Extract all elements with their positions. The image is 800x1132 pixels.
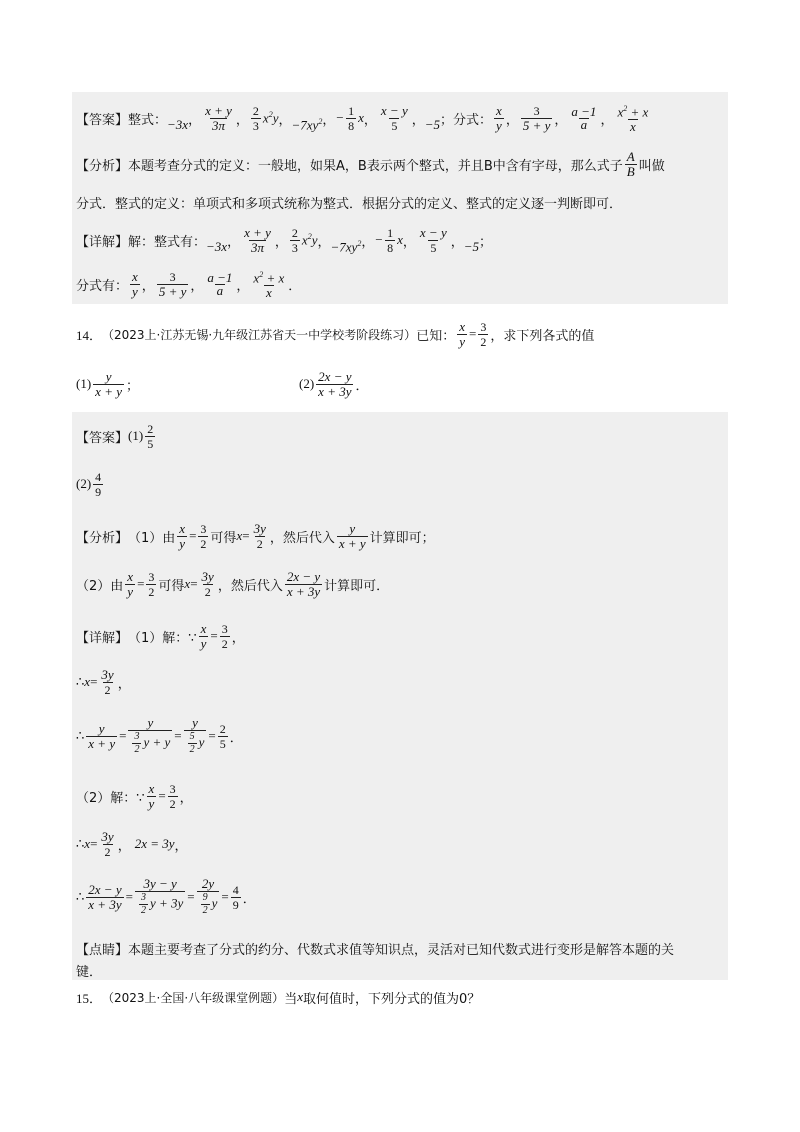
expr-frac: $\frac{x^2 + x}{x}$ bbox=[253, 269, 285, 301]
analysis-text: 可得 bbox=[210, 530, 237, 546]
expr-frac: $\frac{2}{5}$ bbox=[219, 721, 226, 751]
detail-text: 解：整式有： bbox=[128, 234, 207, 250]
expr-frac: $\frac{a -1}{a}$ bbox=[207, 269, 233, 298]
expr-frac: $\frac{3y}{2}$ bbox=[101, 666, 114, 697]
expr-frac: $\frac{3}{2}$ bbox=[221, 621, 228, 651]
expr-frac: 2y $\frac{9}{2}$ y bbox=[197, 877, 220, 917]
expr-frac: $\frac{3}{2}$ bbox=[148, 569, 155, 599]
expr-frac: 3y − y $\frac{3}{2}$ y + 3y bbox=[135, 877, 185, 917]
answer1-prefix: (1) bbox=[128, 428, 144, 443]
question-stem: 已知： bbox=[416, 328, 456, 344]
analysis-text: （1）由 bbox=[128, 530, 176, 546]
expr-frac: $\frac{x + y}{3\pi}$ bbox=[205, 102, 232, 133]
therefore-sign: ∴ bbox=[76, 674, 85, 690]
fraction-have-label: 分式有： bbox=[76, 278, 129, 294]
answer-label: 【答案】 bbox=[76, 430, 129, 446]
therefore-sign: ∴ bbox=[76, 836, 85, 852]
expr-frac: $\frac{x}{y}$ bbox=[179, 520, 186, 551]
question-stem: 当 bbox=[284, 991, 298, 1007]
expr-frac: $\frac{x}{y}$ bbox=[496, 102, 502, 133]
q14-detail-2c: ∴ $\frac{2x - y}{x + 3y}$ = 3y − y $\frac{3}{2}$ y + 3y = 2y $\frac{9}{2}$ y = $\frac{4}{9}$ ． bbox=[76, 876, 256, 916]
expr-frac: $\frac{x}{y}$ bbox=[148, 780, 155, 811]
q14-comment-2 bbox=[76, 958, 102, 982]
analysis-text: 可得 bbox=[158, 578, 185, 594]
expr-frac: $\frac{3y}{2}$ bbox=[201, 568, 214, 599]
q14-detail-1: 【详解】 （1）解：∵ $\frac{x}{y}$ = $\frac{3}{2}$ ， bbox=[76, 620, 245, 651]
q14-comment-1 bbox=[76, 936, 674, 960]
expr-frac: $\frac{x^2 + x}{x}$ bbox=[617, 103, 649, 135]
comment-label: 【点睛】 bbox=[76, 942, 129, 958]
analysis-text: 本题考查分式的定义：一般地，如果A，B表示两个整式，并且B中含有字母，那么式子 bbox=[128, 158, 623, 174]
q14-answer-2 bbox=[76, 466, 105, 502]
q14-detail-2b: ∴ x = $\frac{3y}{2}$ ， 2x = 3y ， bbox=[76, 828, 188, 859]
analysis-text-end: 叫做 bbox=[638, 158, 665, 174]
expr-frac: $\frac{1}{8}$ bbox=[348, 103, 355, 133]
expr-frac: y $\frac{3}{2}$ y + y bbox=[128, 716, 172, 756]
q13-detail-line1: 【详解】 解：整式有： −3x ， $\frac{x + y}{3\pi}$ ， $\frac{2}{3}$ $x^2y$ ， $-7xy^2$ ， − $\frac{1}{8}$ x ， $\frac{x - y}{5}$ ， −5 ； bbox=[76, 224, 493, 255]
q14-detail-1c: ∴ $\frac{y}{x + y}$ = y $\frac{3}{2}$ y + y = y $\frac{5}{2}$ y = $\frac{2}{5}$ ． bbox=[76, 715, 243, 755]
expr-frac: $\frac{3y}{2}$ bbox=[101, 828, 114, 859]
expr-frac: $\frac{4}{9}$ bbox=[95, 469, 102, 499]
expr-frac: $\frac{3}{2}$ bbox=[200, 521, 207, 551]
answer-label: 【答案】 bbox=[76, 112, 129, 128]
expr-frac: $\frac{x}{y}$ bbox=[127, 568, 134, 599]
expr-frac: $\frac{x - y}{5}$ bbox=[380, 102, 408, 133]
question-stem-end: 取何值时，下列分式的值为0？ bbox=[302, 991, 481, 1007]
expr-frac: $\frac{3y}{2}$ bbox=[253, 520, 266, 551]
detail-label: 【详解】 bbox=[76, 630, 129, 646]
expr-frac: $\frac{a -1}{a}$ bbox=[571, 103, 597, 132]
expr-frac: $\frac{y}{x + y}$ bbox=[88, 720, 116, 751]
question-number: 15． bbox=[76, 990, 103, 1006]
expr-frac: $\frac{2x - y}{x + 3y}$ bbox=[286, 568, 321, 599]
expr-frac: $\frac{x}{y}$ bbox=[200, 620, 207, 651]
analysis-text: ，然后代入 bbox=[269, 530, 335, 546]
fraction-label: 分式： bbox=[453, 112, 493, 128]
part1-label: (1) bbox=[76, 376, 92, 391]
question-stem-end: ，求下列各式的值 bbox=[490, 328, 595, 344]
analysis-text2: 分式．整式的定义：单项式和多项式统称为整式．根据分式的定义、整式的定义逐一判断即可． bbox=[76, 196, 623, 212]
q14-stem: 14． （2023上·江苏无锡·九年级江苏省天一中学校考阶段练习） 已知： $\frac{x}{y}$ = $\frac{3}{2}$ ，求下列各式的值 bbox=[76, 318, 595, 349]
q14-answer-1 bbox=[76, 418, 157, 454]
expr-frac: $\frac{3}{5 + y}$ bbox=[522, 103, 551, 133]
expr-frac: $\frac{3}{2}$ bbox=[480, 319, 487, 349]
q13-detail-line2: 分式有： $\frac{x}{y}$ ， $\frac{3}{5 + y}$ ， $\frac{a -1}{a}$ ， $\frac{x^2 + x}{x}$ ． bbox=[76, 268, 302, 301]
expr-frac: $\frac{4}{9}$ bbox=[232, 882, 239, 912]
q14-detail-2: （2）解：∵ $\frac{x}{y}$ = $\frac{3}{2}$ ， bbox=[76, 780, 193, 811]
comment-text: 本题主要考查了分式的约分、代数式求值等知识点，灵活对已知代数式进行变形是解答本题的关 bbox=[128, 942, 675, 958]
expr-frac: $\frac{2x - y}{x + 3y}$ bbox=[318, 368, 352, 399]
expr-frac: $\frac{1}{8}$ bbox=[387, 225, 394, 255]
expr-frac: $\frac{A}{B}$ bbox=[626, 148, 635, 179]
comment-text: 键． bbox=[76, 964, 103, 980]
expr-frac: $\frac{x}{y}$ bbox=[459, 318, 465, 349]
analysis-label: 【分析】 bbox=[76, 158, 129, 174]
analysis-text: ，然后代入 bbox=[217, 578, 283, 594]
detail-text: （1）解：∵ bbox=[128, 630, 197, 646]
expr-frac: $\frac{y}{x + y}$ bbox=[338, 520, 366, 551]
expr-frac: $\frac{2x - y}{x + 3y}$ bbox=[88, 881, 122, 912]
q13-answer-line: 【答案】 整式： −3x ， $\frac{x + y}{3\pi}$ ， $\frac{2}{3}$ $x^2y$ ， $-7xy^2$ ， − $\frac{1}{8}$ x ， $\frac{x - y}{5}$ ， −5 ； 分式： $\frac{x}{y}$ ， $\frac{3}{5 + y}$ ， $\frac{a -1}{a}$ ， $\frac{x^2 + x}{x}$ bbox=[76, 102, 649, 135]
detail-text: （2）解：∵ bbox=[76, 790, 145, 806]
q14-analysis-2: （2）由 $\frac{x}{y}$ = $\frac{3}{2}$ 可得 x = $\frac{3y}{2}$ ，然后代入 $\frac{2x - y}{x + 3y}$ 计算即可． bbox=[76, 568, 390, 599]
variable-x: x bbox=[297, 989, 303, 1004]
expr-frac: $\frac{2}{5}$ bbox=[147, 421, 154, 451]
expr-frac: $\frac{2}{3}$ bbox=[252, 103, 259, 133]
analysis-label: 【分析】 bbox=[76, 530, 129, 546]
therefore-sign: ∴ bbox=[76, 889, 85, 905]
answer2-prefix: (2) bbox=[76, 476, 92, 491]
therefore-sign: ∴ bbox=[76, 728, 85, 744]
answer-text: 整式： bbox=[128, 112, 168, 128]
q13-analysis-line2 bbox=[76, 190, 622, 214]
q14-analysis-1: 【分析】 （1）由 $\frac{x}{y}$ = $\frac{3}{2}$ 可得 x = $\frac{3y}{2}$ ，然后代入 $\frac{y}{x + y}$ 计算即可； bbox=[76, 520, 435, 551]
analysis-text: （2）由 bbox=[76, 578, 124, 594]
detail-label: 【详解】 bbox=[76, 234, 129, 250]
analysis-text: 计算即可． bbox=[324, 578, 390, 594]
expr-frac: $\frac{3}{5 + y}$ bbox=[158, 269, 187, 299]
expr-frac: $\frac{x + y}{3\pi}$ bbox=[244, 224, 271, 255]
q15-stem bbox=[76, 984, 480, 1010]
q13-analysis-line1 bbox=[76, 146, 665, 182]
question-source: （2023上·全国·八年级课堂例题） bbox=[102, 990, 285, 1005]
q14-detail-1b: ∴ x = $\frac{3y}{2}$ ， bbox=[76, 666, 131, 697]
expr-frac: $\frac{2}{3}$ bbox=[291, 225, 298, 255]
expr-frac: $\frac{x - y}{5}$ bbox=[419, 224, 447, 255]
analysis-text: 计算即可； bbox=[369, 530, 435, 546]
expr-frac: $\frac{y}{x + y}$ bbox=[95, 368, 122, 399]
q14-parts: (1) $\frac{y}{x + y}$ ； (2) $\frac{2x - y}{x + 3y}$ ． bbox=[76, 368, 369, 399]
expr-frac: $\frac{x}{y}$ bbox=[132, 268, 138, 299]
question-number: 14． bbox=[76, 327, 103, 343]
question-source: （2023上·江苏无锡·九年级江苏省天一中学校考阶段练习） bbox=[102, 327, 417, 342]
part2-label: (2) bbox=[299, 376, 315, 391]
expr-frac: $\frac{3}{2}$ bbox=[169, 781, 176, 811]
expr-frac: y $\frac{5}{2}$ y bbox=[184, 716, 207, 756]
